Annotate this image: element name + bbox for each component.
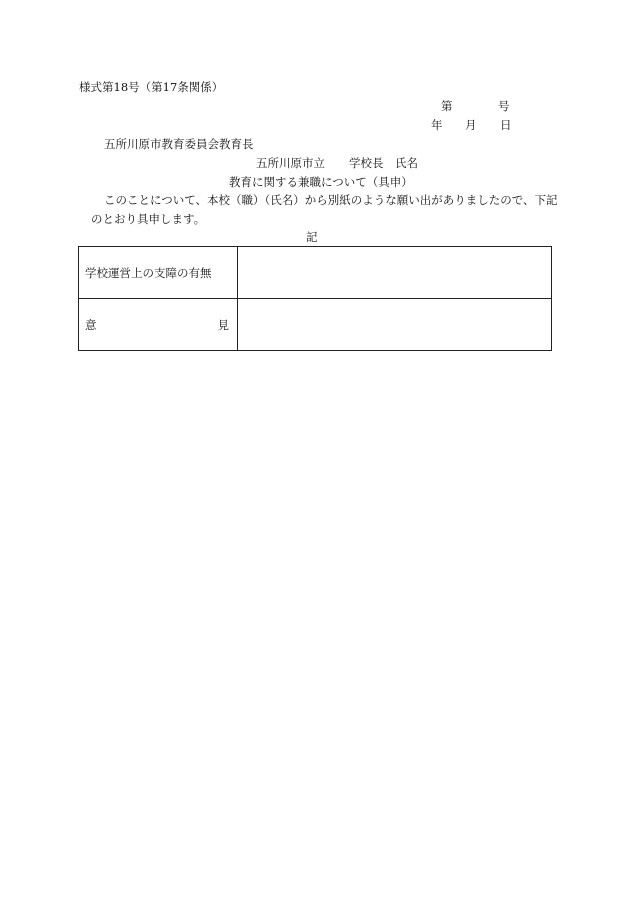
- sender-school: 五所川原市立: [256, 156, 325, 170]
- ki-heading: 記: [306, 230, 318, 244]
- table-row-opinion: [79, 299, 552, 351]
- opinion-value[interactable]: [238, 299, 552, 351]
- body-text-line-1: このことについて、本校（職）（氏名）から別紙のような願い出がありましたので、下記: [104, 193, 558, 207]
- form-number: 様式第18号（第17条関係）: [79, 80, 224, 94]
- opinion-label: [85, 317, 231, 333]
- addressee: 五所川原市教育委員会教育長: [104, 137, 254, 151]
- school-impact-value[interactable]: [238, 247, 552, 299]
- sender-title-name: 学校長 氏名: [349, 156, 418, 170]
- body-text-line-2: のとおり具申します。: [91, 212, 206, 226]
- opinion-label-left: 意: [85, 317, 97, 332]
- table-row-school-impact: [79, 247, 552, 299]
- date-month-label: 月: [465, 118, 477, 132]
- opinion-label-right: 見: [217, 317, 229, 332]
- date-year-label: 年: [431, 118, 443, 132]
- subject-title: 教育に関する兼職について（具申）: [229, 175, 413, 189]
- doc-number-label: 第: [441, 99, 453, 113]
- school-impact-label: 学校運営上の支障の有無: [79, 247, 238, 299]
- form-table: [78, 246, 552, 351]
- doc-number-suffix: 号: [498, 99, 510, 113]
- date-day-label: 日: [500, 118, 512, 132]
- opinion-label-cell: [79, 299, 238, 351]
